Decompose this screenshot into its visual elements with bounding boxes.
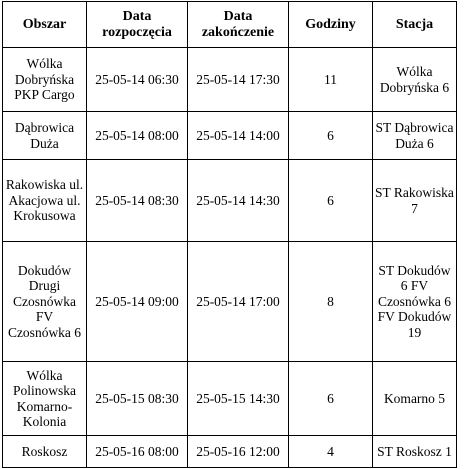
end-date-cell: 25-05-15 14:30 [188,362,289,436]
area-cell: Dąbrowica Duża [3,112,87,160]
outage-schedule-table [2,1,457,468]
table-row [3,160,457,242]
start-date-cell: 25-05-14 09:00 [87,242,188,362]
header-end-date: Data zakończenie [188,2,289,48]
start-date-cell: 25-05-14 06:30 [87,48,188,112]
end-date-cell: 25-05-16 12:00 [188,436,289,468]
table-row [3,362,457,436]
start-date-cell: 25-05-14 08:00 [87,112,188,160]
station-cell: ST Dokudów 6 FV Czosnówka 6 FV Dokudów 19 [373,242,457,362]
end-date-cell: 25-05-14 17:00 [188,242,289,362]
station-cell: ST Dąbrowica Duża 6 [373,112,457,160]
station-cell: ST Rakowiska 7 [373,160,457,242]
table-row [3,242,457,362]
end-date-cell: 25-05-14 17:30 [188,48,289,112]
hours-cell: 6 [289,160,373,242]
area-cell: Rakowiska ul. Akacjowa ul. Krokusowa [3,160,87,242]
station-cell: Komarno 5 [373,362,457,436]
header-area: Obszar [3,2,87,48]
header-hours: Godziny [289,2,373,48]
station-cell: Wólka Dobryńska 6 [373,48,457,112]
hours-cell: 4 [289,436,373,468]
end-date-cell: 25-05-14 14:00 [188,112,289,160]
station-cell: ST Roskosz 1 [373,436,457,468]
area-cell: Wólka Polinowska Komarno-Kolonia [3,362,87,436]
header-start-date: Data rozpoczęcia [87,2,188,48]
hours-cell: 6 [289,362,373,436]
start-date-cell: 25-05-15 08:30 [87,362,188,436]
table-row [3,48,457,112]
table-row [3,436,457,468]
table-row [3,112,457,160]
area-cell: Wólka Dobryńska PKP Cargo [3,48,87,112]
header-row [3,2,457,48]
hours-cell: 6 [289,112,373,160]
hours-cell: 11 [289,48,373,112]
area-cell: Roskosz [3,436,87,468]
area-cell: Dokudów Drugi Czosnówka FV Czosnówka 6 [3,242,87,362]
header-station: Stacja [373,2,457,48]
hours-cell: 8 [289,242,373,362]
start-date-cell: 25-05-16 08:00 [87,436,188,468]
end-date-cell: 25-05-14 14:30 [188,160,289,242]
start-date-cell: 25-05-14 08:30 [87,160,188,242]
